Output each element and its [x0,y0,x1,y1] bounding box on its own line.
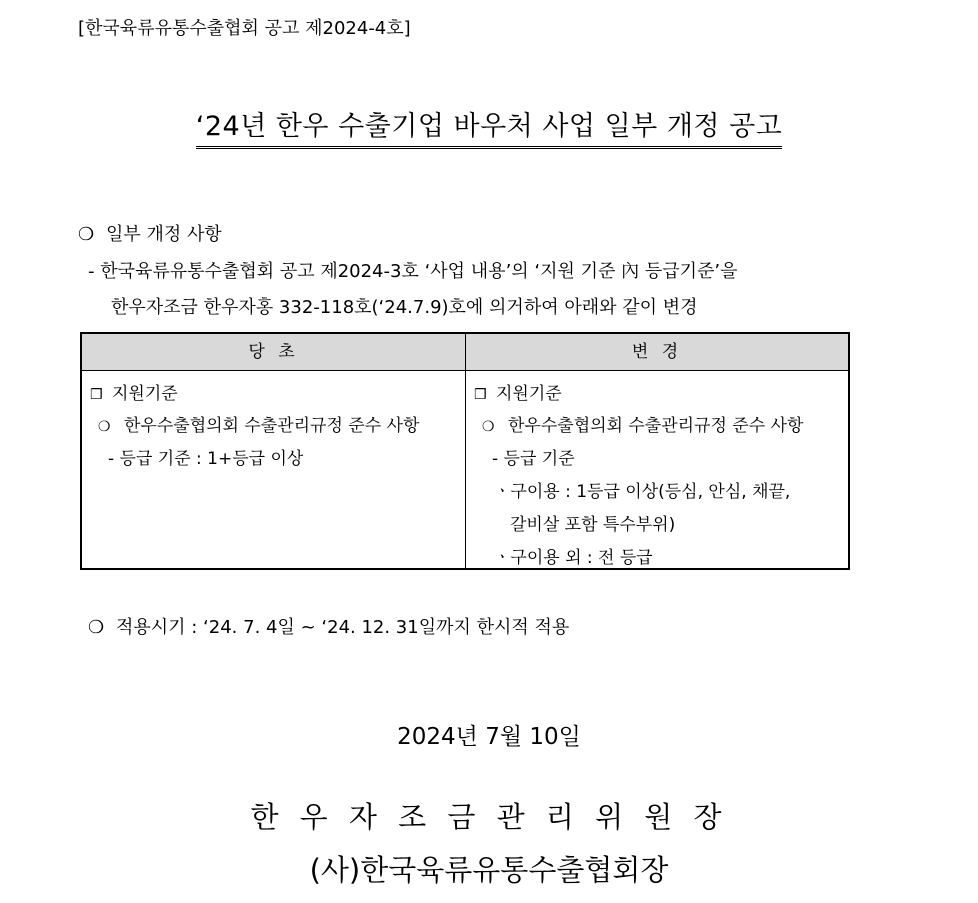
section-desc-line2: 한우자조금 한우자홍 332-118호(‘24.7.9)호에 의거하여 아래와 같이 변경 [111,297,698,318]
section-desc-line1: - 한국육류유통수출협회 공고 제2024-3호 ‘사업 내용’의 ‘지원 기준 內 등급기준’을 [88,261,738,282]
cell-after [466,371,848,567]
after-line-5: 갈비살 포함 특수부위) [510,515,676,535]
after-line-6: ㆍ구이용 외 : 전 등급 [494,548,653,568]
issue-date: 2024년 7월 10일 [397,724,581,750]
after-line-4: ㆍ구이용 : 1등급 이상(등심, 안심, 채끝, [494,482,791,502]
circle-bullet-icon: ❍ [88,617,105,638]
before-line-1 [90,379,178,404]
issuer-2: (사)한국육류유통수출협회장 [309,853,669,887]
before-line-1-text: 지원기준 [112,384,178,404]
before-line-2 [98,411,419,436]
before-line-3: - 등급 기준 : 1+등급 이상 [108,449,304,469]
after-line-1-text: 지원기준 [496,384,562,404]
document-title-wrapper [0,104,978,149]
before-line-2-text: 한우수출협의회 수출관리규정 준수 사항 [124,416,420,436]
issuer-1: 한 우 자 조 금 관 리 위 원 장 [250,800,728,834]
apply-period-text: 적용시기 : ‘24. 7. 4일 ~ ‘24. 12. 31일까지 한시적 적용 [116,617,570,638]
circle-bullet-icon: ❍ [482,419,495,435]
after-line-3: - 등급 기준 [492,449,575,469]
document-title: ‘24년 한우 수출기업 바우처 사업 일부 개정 공고 [196,104,783,149]
section-title-text: 일부 개정 사항 [106,224,222,245]
after-line-2 [482,411,803,436]
square-bullet-icon: ❒ [474,387,487,403]
header-before: 당 초 [248,342,299,362]
comparison-table [80,332,850,570]
after-line-2-text: 한우수출협의회 수출관리규정 준수 사항 [508,416,804,436]
cell-before [82,371,465,567]
after-line-1 [474,379,562,404]
header-after: 변 경 [631,342,683,362]
apply-period [88,613,569,639]
square-bullet-icon: ❒ [90,387,103,403]
notice-number: [한국육류유통수출협회 공고 제2024-4호] [78,18,411,39]
circle-bullet-icon: ❍ [78,224,95,245]
section-title [78,220,222,246]
circle-bullet-icon: ❍ [98,419,111,435]
